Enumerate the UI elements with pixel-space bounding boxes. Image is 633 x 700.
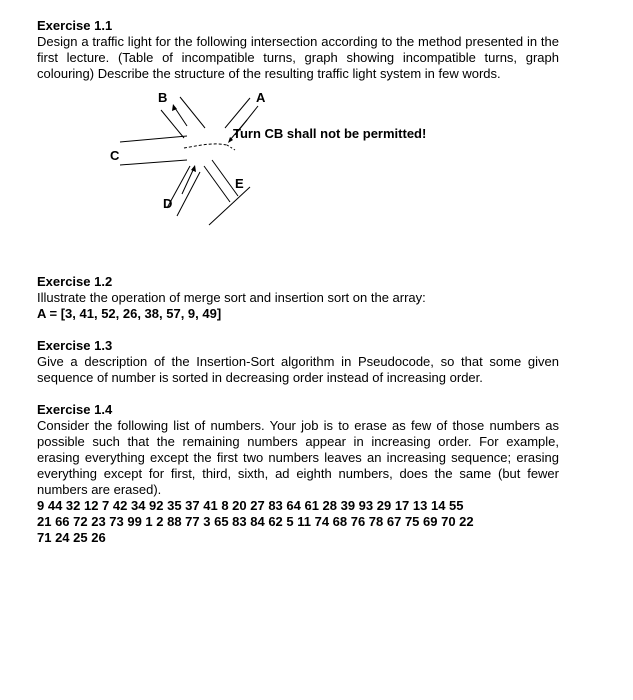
number-list-line-2: 21 66 72 23 73 99 1 2 88 77 3 65 83 84 62 5 11 74 68 76 78 67 75 69 70 22 [37, 514, 474, 529]
exercise-1-1 [37, 18, 559, 240]
exercise-1-2-title: Exercise 1.2 [37, 274, 113, 289]
label-d: D [163, 196, 173, 211]
road-edge [177, 172, 200, 216]
label-a: A [256, 90, 266, 105]
intersection-drawing [37, 90, 559, 240]
label-c: C [110, 148, 120, 163]
label-e: E [235, 176, 244, 191]
forbidden-turn-note: Turn CB shall not be permitted! [233, 126, 427, 141]
road-edge [209, 187, 250, 225]
exercise-1-2-array: A = [3, 41, 52, 26, 38, 57, 9, 49] [37, 306, 222, 321]
exercise-1-4-title: Exercise 1.4 [37, 402, 113, 417]
number-list-line-1: 9 44 32 12 7 42 34 92 35 37 41 8 20 27 83 64 61 28 39 93 29 17 13 14 55 [37, 498, 464, 513]
arrowhead [191, 165, 196, 172]
exercise-1-2-body: Illustrate the operation of merge sort and insertion sort on the array: [37, 290, 426, 305]
label-b: B [158, 90, 168, 105]
road-edge [204, 166, 230, 202]
direction-arrow-d [182, 168, 194, 194]
exercise-1-3-title: Exercise 1.3 [37, 338, 113, 353]
exercise-1-4 [37, 402, 559, 546]
direction-arrow-b [175, 108, 187, 126]
number-list-line-3: 71 24 25 26 [37, 530, 106, 545]
exercise-1-2 [37, 274, 559, 322]
road-edge [225, 98, 250, 128]
exercise-1-1-body: Design a traffic light for the following intersection according to the method presented in the first lecture. (Table of incompatible turns, graph showing incompatible turns, graph colouring) Describe the structure of the resulting traffic light system in few words. [37, 34, 559, 81]
intersection-diagram [37, 90, 559, 240]
forbidden-turn-path [184, 144, 227, 148]
exercise-sheet [37, 18, 559, 546]
road-edge [120, 160, 187, 165]
exercise-1-3-body: Give a description of the Insertion-Sort algorithm in Pseudocode, so that some given sequence of number is sorted in decreasing order instead of increasing order. [37, 354, 559, 385]
road-edge [161, 110, 184, 138]
road-edge [180, 97, 205, 128]
exercise-1-1-title: Exercise 1.1 [37, 18, 113, 33]
forbidden-turn-tail [227, 145, 235, 150]
exercise-1-3 [37, 338, 559, 386]
exercise-1-4-body: Consider the following list of numbers. Your job is to erase as few of those numbers as possible such that the remaining numbers appear in increasing order. For example, erasing everything except the first two numbers leaves an increasing sequence; erasing everything except for first, third, sixth, ad eighth numbers, does the same (but fewer numbers are erased). [37, 418, 559, 497]
road-edge [120, 136, 187, 142]
